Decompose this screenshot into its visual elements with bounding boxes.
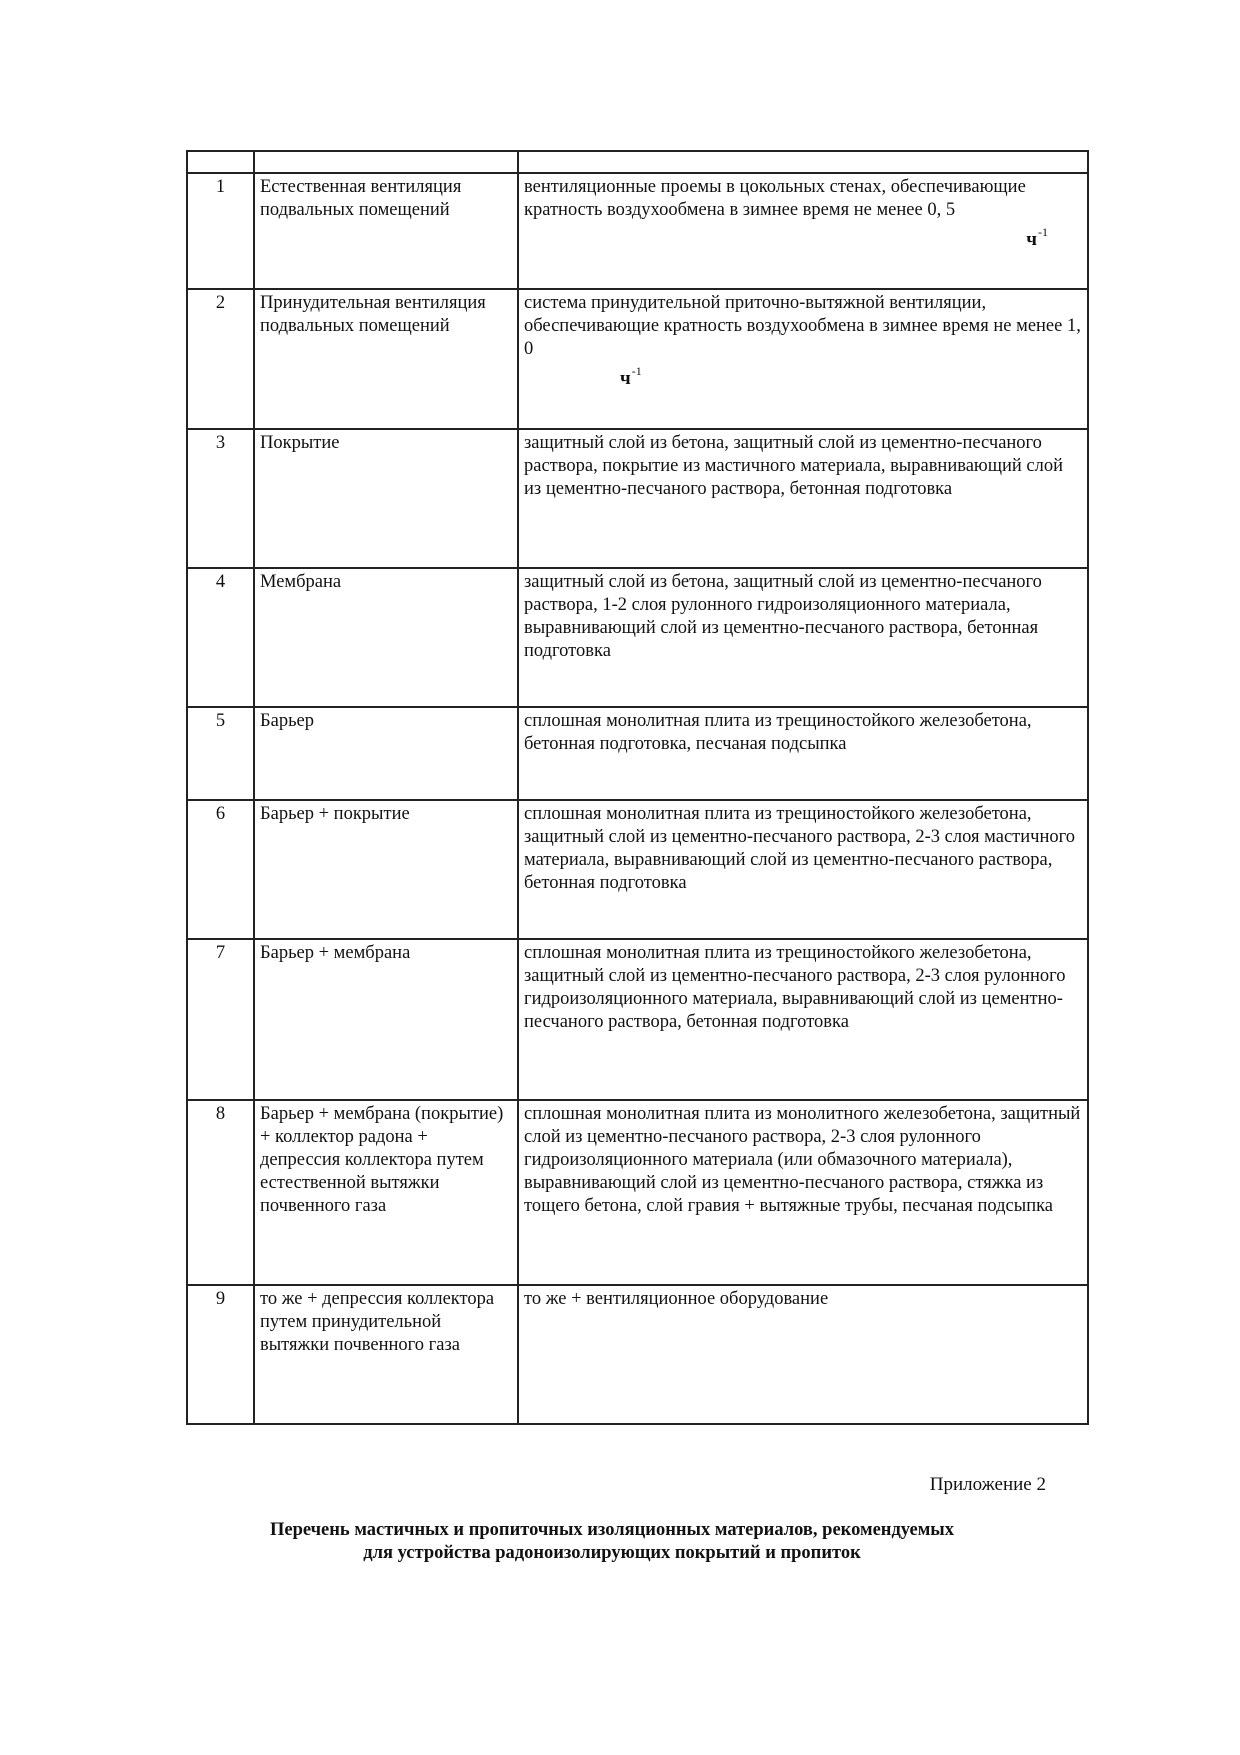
heading-line-2: для устройства радоноизолирующих покрытий и пропиток	[363, 1543, 861, 1563]
row-number: 8	[187, 1100, 254, 1285]
row-number: 4	[187, 568, 254, 707]
measure-description: то же + вентиляционное оборудование	[518, 1285, 1088, 1424]
table-row	[187, 707, 1088, 800]
row-number: 3	[187, 429, 254, 568]
row-number: 9	[187, 1285, 254, 1424]
measure-name: Покрытие	[254, 429, 518, 568]
table-row	[187, 800, 1088, 939]
appendix-label: Приложение 2	[929, 1474, 1046, 1495]
measure-description: защитный слой из бетона, защитный слой из цементно-песчаного раствора, 1-2 слоя рулонного гидроизоляционного материала, выравнивающий слой из цементно-песчаного раствора, бетонная подготовка	[518, 568, 1088, 707]
measure-description: защитный слой из бетона, защитный слой из цементно-песчаного раствора, покрытие из мастичного материала, выравнивающий слой из цементно-песчаного раствора, бетонная подготовка	[518, 429, 1088, 568]
row-number: 5	[187, 707, 254, 800]
unit-per-hour: $ч^{-1}$	[1026, 225, 1048, 250]
row-number: 2	[187, 289, 254, 429]
measure-description: сплошная монолитная плита из монолитного железобетона, защитный слой из цементно-песчаного раствора, 2-3 слоя рулонного гидроизоляционного материала (или обмазочного материала), выравнивающий слой из цементно-песчаного раствора, стяжка из тощего бетона, слой гравия + вытяжные трубы, песчаная подсыпка	[518, 1100, 1088, 1285]
heading-line-1: Перечень мастичных и пропиточных изоляционных материалов, рекомендуемых	[269, 1520, 954, 1540]
measure-name: то же + депрессия коллектора путем принудительной вытяжки почвенного газа	[254, 1285, 518, 1424]
table-row	[187, 1285, 1088, 1424]
table-row	[187, 173, 1088, 289]
table-row	[187, 289, 1088, 429]
protection-measures-table	[186, 150, 1089, 1425]
measure-description: вентиляционные проемы в цокольных стенах, обеспечивающие кратность воздухообмена в зимнее время не менее 0, 5 $ч^{-1}$	[518, 173, 1088, 289]
measure-name: Естественная вентиляция подвальных помещений	[254, 173, 518, 289]
table-row	[187, 939, 1088, 1100]
table-header-row	[187, 151, 1088, 173]
measure-name: Принудительная вентиляция подвальных помещений	[254, 289, 518, 429]
measure-description: сплошная монолитная плита из трещиностойкого железобетона, защитный слой из цементно-песчаного раствора, 2-3 слоя мастичного материала, выравнивающий слой из цементно-песчаного раствора, бетонная подготовка	[518, 800, 1088, 939]
row-number: 6	[187, 800, 254, 939]
measure-description: сплошная монолитная плита из трещиностойкого железобетона, бетонная подготовка, песчаная подсыпка	[518, 707, 1088, 800]
table-row	[187, 568, 1088, 707]
section-heading	[186, 1519, 1038, 1565]
measure-name: Барьер + мембрана	[254, 939, 518, 1100]
measure-description: сплошная монолитная плита из трещиностойкого железобетона, защитный слой из цементно-песчаного раствора, 2-3 слоя рулонного гидроизоляционного материала, выравнивающий слой из цементно-песчаного раствора, бетонная подготовка	[518, 939, 1088, 1100]
measure-name: Мембрана	[254, 568, 518, 707]
row-number: 7	[187, 939, 254, 1100]
measure-name: Барьер + мембрана (покрытие) + коллектор радона + депрессия коллектора путем естественной вытяжки почвенного газа	[254, 1100, 518, 1285]
row-number: 1	[187, 173, 254, 289]
table-row	[187, 429, 1088, 568]
measure-description: система принудительной приточно-вытяжной вентиляции, обеспечивающие кратность воздухообмена в зимнее время не менее 1, 0 $ч^{-1}$	[518, 289, 1088, 429]
measure-name: Барьер + покрытие	[254, 800, 518, 939]
table-row	[187, 1100, 1088, 1285]
measure-name: Барьер	[254, 707, 518, 800]
unit-per-hour: $ч^{-1}$	[620, 364, 642, 389]
